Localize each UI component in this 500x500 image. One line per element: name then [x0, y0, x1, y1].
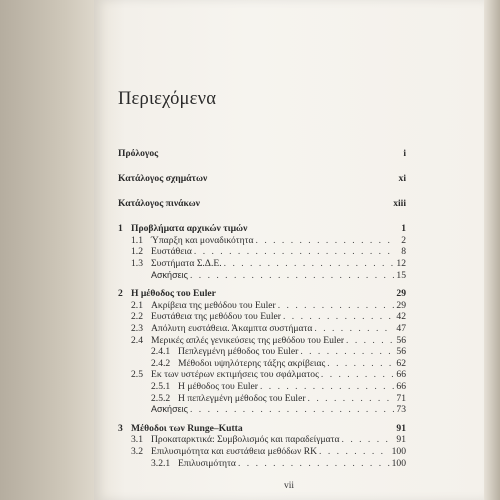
toc-entry-page: 100	[391, 445, 406, 457]
toc-entry-page: 29	[396, 288, 406, 300]
dot-leader	[300, 346, 394, 357]
toc-entry-number: 3	[118, 422, 123, 434]
toc-entry	[118, 311, 406, 323]
dot-leader	[194, 246, 394, 257]
toc-entry-number: 2.4.2	[151, 357, 171, 369]
toc-entry-number: 2.5	[131, 369, 143, 381]
toc-entry-page: 1	[401, 223, 406, 235]
table-of-contents	[118, 148, 406, 469]
toc-entry-label: Πρόλογος	[118, 148, 159, 159]
toc-entry-page: 56	[396, 334, 406, 346]
toc-entry-number: 1.2	[131, 246, 143, 258]
toc-entry-label: Ευστάθεια της μεθόδου του Euler	[151, 311, 281, 323]
toc-entry-label: Προκαταρκτικά: Συμβολισμός και παραδείγματα	[151, 434, 340, 446]
toc-entry-number: 2	[118, 288, 123, 300]
toc-entry	[118, 223, 406, 235]
toc-entry	[118, 235, 406, 247]
toc-entry-page: 47	[396, 323, 406, 335]
dot-leader	[283, 311, 394, 322]
toc-entry	[118, 369, 406, 381]
toc-entry-label: Ακρίβεια της μεθόδου του Euler	[151, 299, 276, 311]
background-left	[0, 0, 94, 500]
toc-entry-page: 62	[396, 357, 406, 369]
toc-entry-page: 73	[396, 404, 406, 416]
toc-entry-page: 15	[396, 269, 406, 281]
toc-entry	[118, 346, 406, 358]
toc-entry	[118, 246, 406, 258]
toc-entry-label: Προβλήματα αρχικών τιμών	[131, 223, 248, 235]
toc-entry-label: Η μέθοδος του Euler	[178, 381, 258, 392]
toc-entry-label: Μέθοδοι υψηλότερης τάξης ακρίβειας	[178, 357, 326, 369]
toc-entry	[118, 458, 406, 470]
toc-entry-label: Πεπλεγμένη μέθοδος του Euler	[178, 346, 299, 358]
dot-leader	[190, 270, 394, 281]
toc-entry-page: xiii	[393, 198, 406, 210]
toc-entry-label: Ασκήσεις	[151, 269, 188, 280]
dot-leader	[256, 235, 394, 246]
toc-entry-page: 12	[396, 258, 406, 270]
toc-entry-label: Εκ των υστέρων εκτιμήσεις του σφάλματος	[151, 369, 319, 381]
toc-entry-number: 2.3	[131, 323, 143, 335]
toc-entry-page: 91	[396, 434, 406, 446]
toc-entry	[118, 358, 406, 370]
toc-entry	[118, 323, 406, 335]
toc-entry-page: 56	[396, 346, 406, 358]
toc-entry-number: 3.2.1	[151, 457, 171, 469]
page-number-footer: vii	[283, 481, 295, 491]
toc-entry-label: Επιλυσιμότητα και ευστάθεια μεθόδων RK	[151, 445, 318, 457]
toc-entry-number: 2.4.1	[151, 346, 171, 358]
toc-entry-number: 2.4	[131, 334, 143, 346]
toc-entry-page: 8	[401, 246, 406, 258]
toc-entry	[118, 335, 406, 347]
toc-entry-number: 2.2	[131, 311, 143, 323]
toc-entry-number: 1.1	[131, 234, 143, 246]
dot-leader	[342, 434, 394, 445]
toc-entry-page: i	[403, 148, 406, 159]
toc-entry	[118, 270, 406, 282]
toc-entry-number: 2.1	[131, 299, 143, 311]
dot-leader	[314, 323, 394, 334]
toc-entry-label: Ύπαρξη και μοναδικότητα	[151, 234, 254, 246]
toc-entry-page: 66	[396, 381, 406, 392]
toc-entry-label: Κατάλογος σχημάτων	[118, 173, 208, 185]
toc-entry	[118, 446, 406, 458]
toc-entry-label: Μερικές απλές γενικεύσεις της μεθόδου του Euler	[151, 334, 345, 346]
toc-entry-label: Η πεπλεγμένη μέθοδος του Euler	[178, 392, 306, 404]
toc-entry-page: 2	[401, 234, 406, 246]
toc-entry-number: 2.5.1	[151, 381, 171, 392]
toc-entry-label: Ευστάθεια	[151, 246, 192, 258]
dot-leader	[260, 381, 394, 392]
dot-leader	[278, 300, 394, 311]
toc-entry-page: xi	[398, 173, 406, 185]
toc-entry	[118, 404, 406, 416]
toc-entry-number: 3.1	[131, 434, 143, 446]
book-page	[94, 0, 484, 500]
toc-entry-label: Επιλυσιμότητα	[178, 457, 236, 469]
toc-entry-number: 3.2	[131, 445, 143, 457]
toc-entry	[118, 148, 406, 160]
toc-entry	[118, 381, 406, 393]
dot-leader	[346, 335, 394, 346]
dot-leader	[190, 404, 394, 415]
toc-entry-label: Συστήματα Σ.Δ.Ε.	[151, 258, 222, 270]
toc-entry-label: Μέθοδοι των Runge–Kutta	[131, 422, 243, 434]
toc-entry	[118, 393, 406, 405]
dot-leader	[321, 369, 394, 380]
toc-entry-page: 66	[396, 369, 406, 381]
dot-leader	[327, 358, 394, 369]
toc-entry	[118, 434, 406, 446]
toc-entry-label: Ασκήσεις	[151, 404, 188, 415]
toc-entry-number: 1.3	[131, 258, 143, 270]
toc-entry-page: 91	[396, 422, 406, 434]
toc-entry	[118, 288, 406, 300]
dot-leader	[308, 393, 394, 404]
toc-entry-label: Η μέθοδος του Euler	[131, 288, 216, 300]
toc-entry	[118, 173, 406, 185]
toc-entry	[118, 258, 406, 270]
toc-entry	[118, 300, 406, 312]
dot-leader	[238, 458, 390, 469]
toc-entry-number: 1	[118, 223, 123, 235]
toc-entry-number: 2.5.2	[151, 392, 171, 404]
toc-entry-label: Απόλυτη ευστάθεια. Άκαμπτα συστήματα	[151, 323, 313, 335]
toc-entry-page: 42	[396, 311, 406, 323]
page-title: Περιεχόμενα	[118, 89, 217, 109]
background-right-page-edge	[484, 0, 500, 500]
toc-entry	[118, 198, 406, 210]
toc-entry-page: 71	[396, 392, 406, 404]
toc-entry-page: 29	[396, 299, 406, 311]
toc-entry	[118, 423, 406, 435]
dot-leader	[224, 258, 394, 269]
toc-entry-page: 100	[391, 457, 406, 469]
toc-entry-label: Κατάλογος πινάκων	[118, 198, 200, 210]
dot-leader	[319, 446, 390, 457]
